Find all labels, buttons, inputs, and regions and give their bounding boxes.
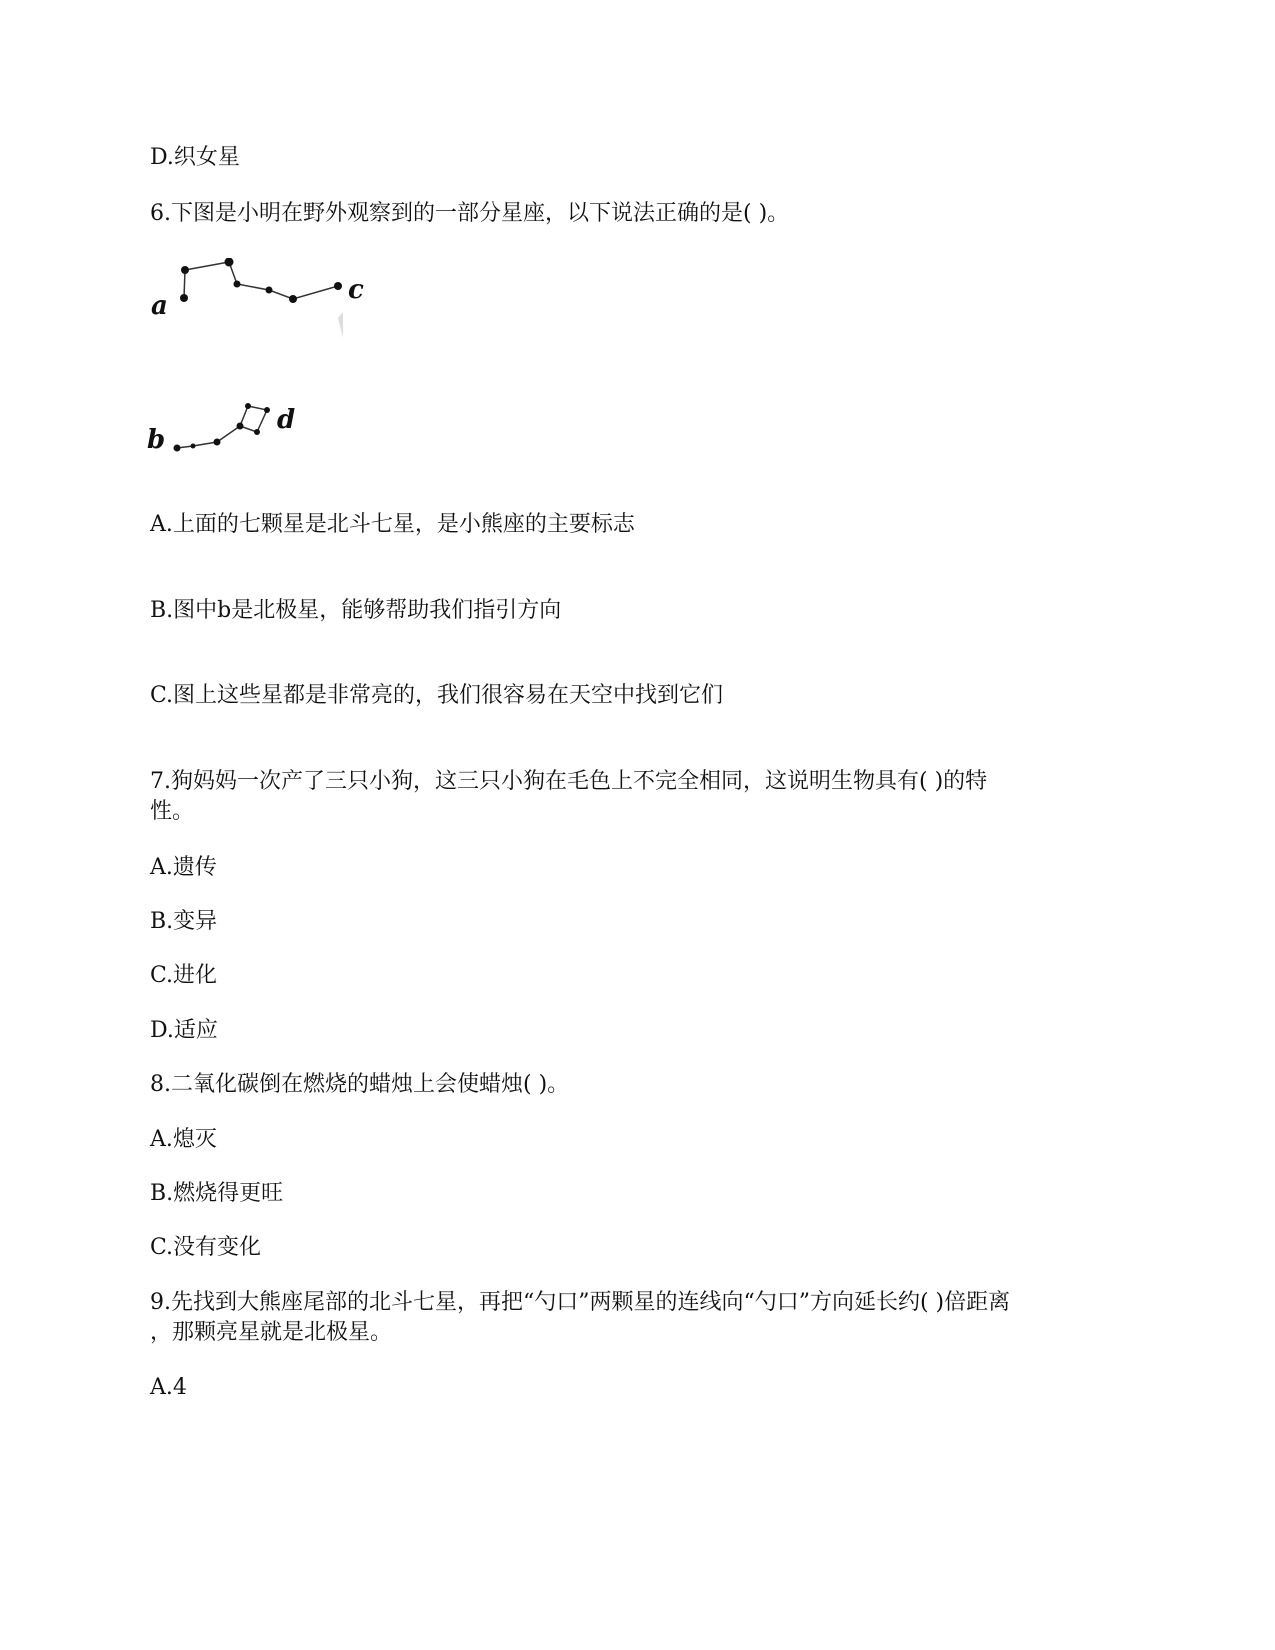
big-dipper-lines (184, 262, 338, 299)
label-d: d (277, 405, 296, 435)
constellation-svg (145, 258, 390, 483)
question-7-line1: 7.狗妈妈一次产了三只小狗，这三只小狗在毛色上不完全相同，这说明生物具有( )的特 (150, 769, 988, 794)
star (266, 287, 273, 294)
star-c (334, 282, 342, 290)
label-c: c (348, 275, 364, 305)
constellation-figure (145, 258, 390, 483)
star (234, 281, 241, 288)
question-9-line1: 9.先找到大熊座尾部的北斗七星，再把“勺口”两颗星的连线向“勺口”方向延长约( )倍距离 (150, 1290, 1011, 1315)
option-8b: B.燃烧得更旺 (150, 1181, 284, 1206)
smudge (338, 312, 343, 338)
option-9a: A.4 (150, 1375, 187, 1400)
option-5d: D.织女星 (150, 145, 240, 170)
star (245, 403, 251, 409)
option-6b: B.图中b是北极星，能够帮助我们指引方向 (150, 598, 562, 623)
option-6a: A.上面的七颗星是北斗七星，是小熊座的主要标志 (150, 512, 635, 537)
star (289, 295, 297, 303)
star (214, 439, 221, 446)
little-dipper-lines (177, 406, 267, 448)
option-6c: C.图上这些星都是非常亮的，我们很容易在天空中找到它们 (150, 683, 724, 708)
star (254, 429, 260, 435)
option-7c: C.进化 (150, 963, 218, 988)
option-8c: C.没有变化 (150, 1235, 262, 1260)
star (181, 266, 189, 274)
question-6: 6.下图是小明在野外观察到的一部分星座，以下说法正确的是( )。 (150, 201, 790, 226)
star (225, 258, 234, 267)
question-9-line2: ，那颗亮星就是北极星。 (150, 1320, 393, 1345)
star (264, 407, 270, 413)
star (191, 444, 196, 449)
question-8: 8.二氧化碳倒在燃烧的蜡烛上会使蜡烛( )。 (150, 1072, 570, 1097)
question-7-line2: 性。 (150, 799, 195, 824)
label-a: a (151, 291, 168, 321)
option-7d: D.适应 (150, 1018, 218, 1043)
star (237, 423, 244, 430)
label-b: b (147, 425, 166, 455)
option-7a: A.遗传 (150, 855, 217, 880)
big-dipper-stars (180, 258, 342, 303)
star-b (174, 445, 181, 452)
little-dipper-stars (174, 403, 271, 452)
option-8a: A.熄灭 (150, 1127, 217, 1152)
star-a (180, 294, 188, 302)
option-7b: B.变异 (150, 909, 218, 934)
